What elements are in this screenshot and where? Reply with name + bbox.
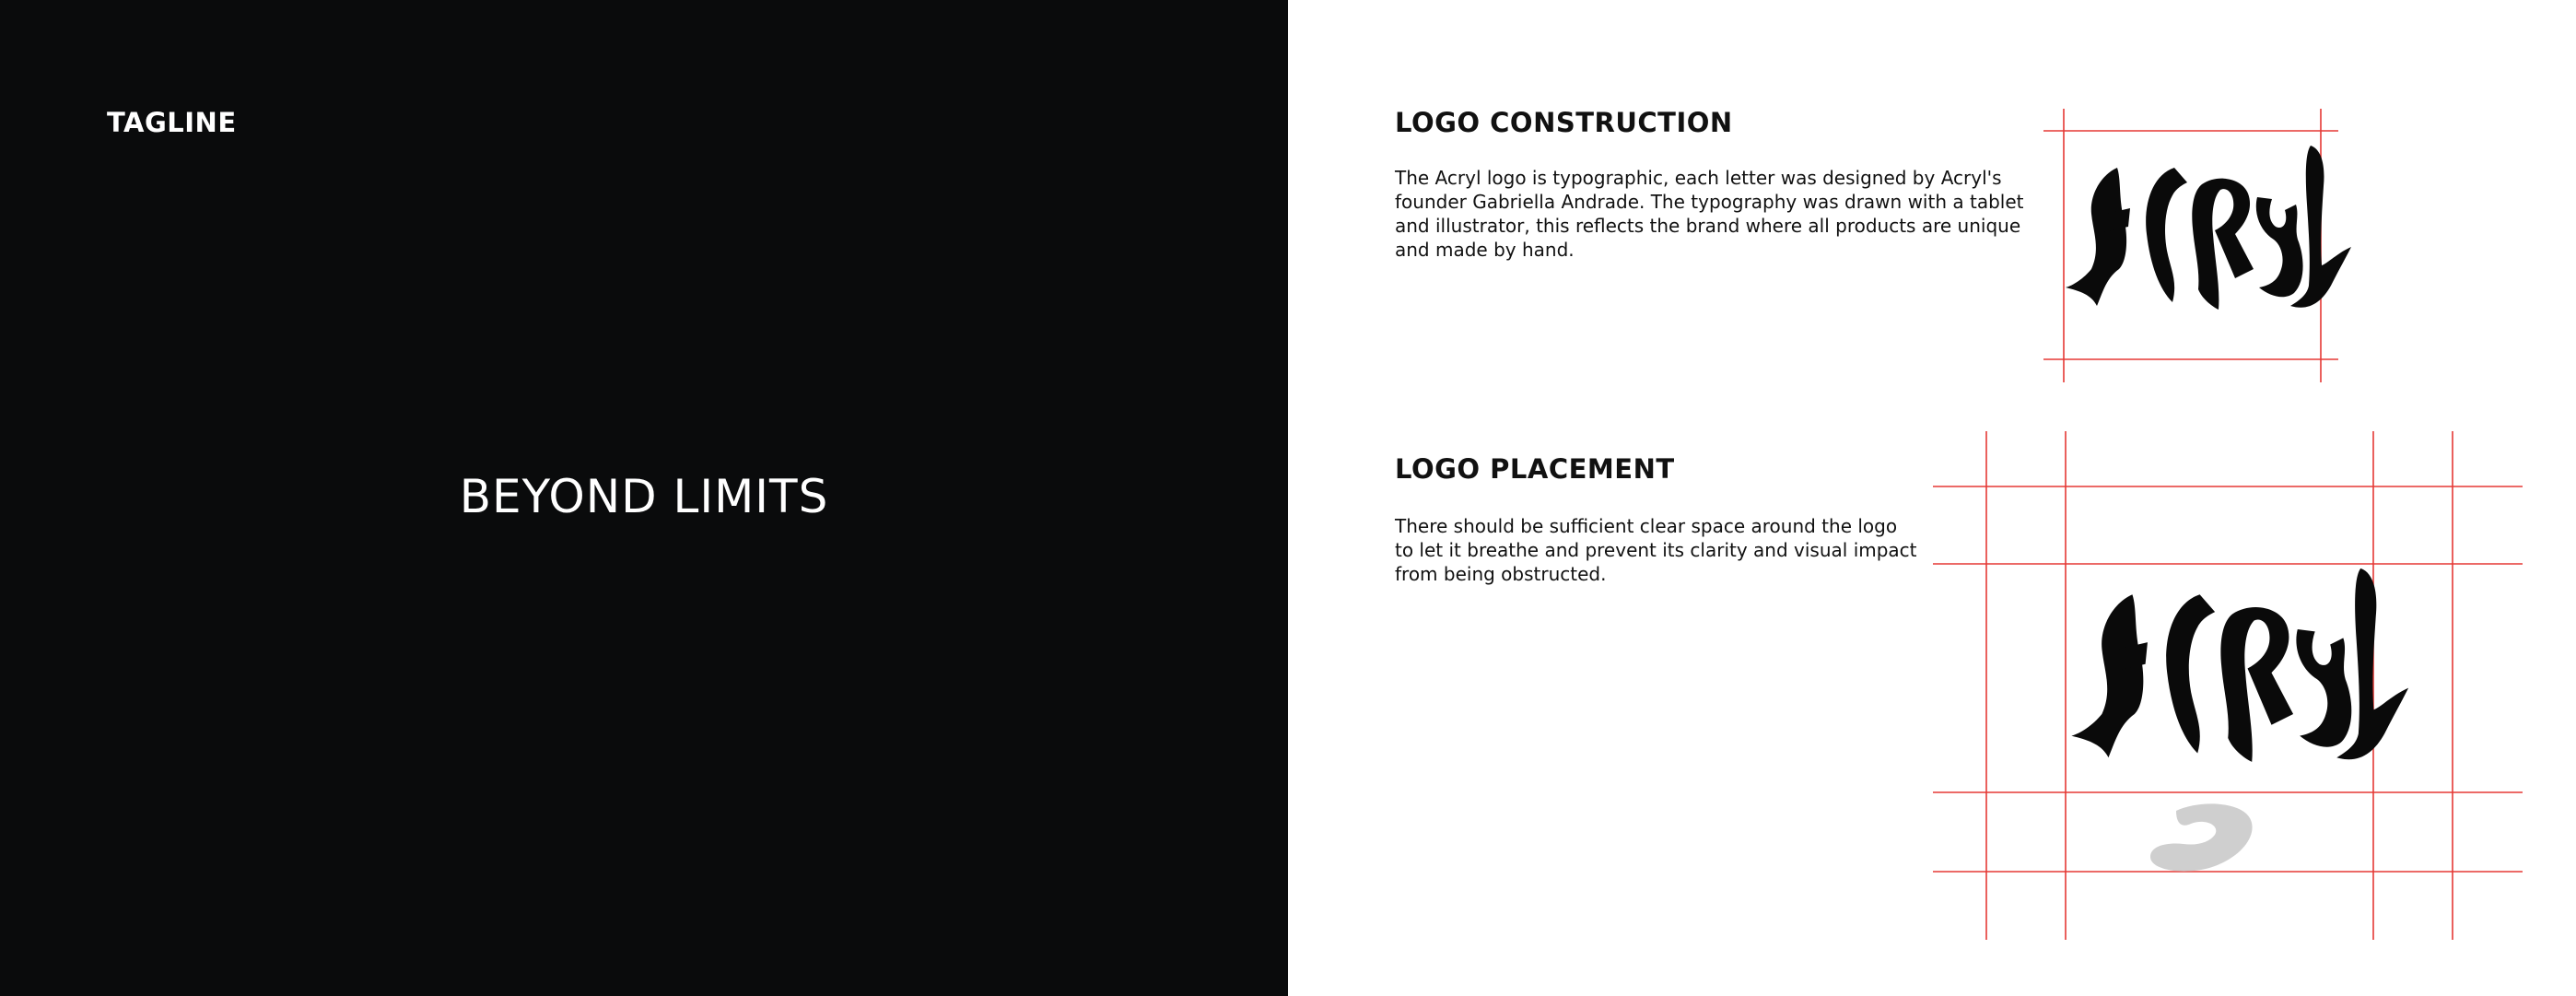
logo-placement-body: There should be sufficient clear space around the logo to let it breathe and prevent its clarity and visual impact from being obstructed. — [1395, 515, 1917, 585]
tagline-heading: TAGLINE — [107, 107, 237, 138]
logo-construction-heading: LOGO CONSTRUCTION — [1395, 107, 1733, 138]
logo-placement-heading: LOGO PLACEMENT — [1395, 453, 1675, 485]
tagline-text: BEYOND LIMITS — [459, 470, 829, 523]
logo-construction-figure — [2043, 101, 2338, 387]
logo-guidelines-panel — [1288, 0, 2576, 996]
acryl-logo-placement — [2071, 568, 2408, 762]
logo-construction-body: The Acryl logo is typographic, each letter was designed by Acryl's founder Gabriella Andrade. The typography was drawn with a tablet and illustrator, this reflects the brand where all products are unique and made by hand. — [1395, 167, 2024, 261]
logo-placement-figure — [1933, 431, 2523, 940]
clearspace-marker-icon — [2150, 803, 2253, 871]
acryl-logo — [2066, 146, 2351, 310]
